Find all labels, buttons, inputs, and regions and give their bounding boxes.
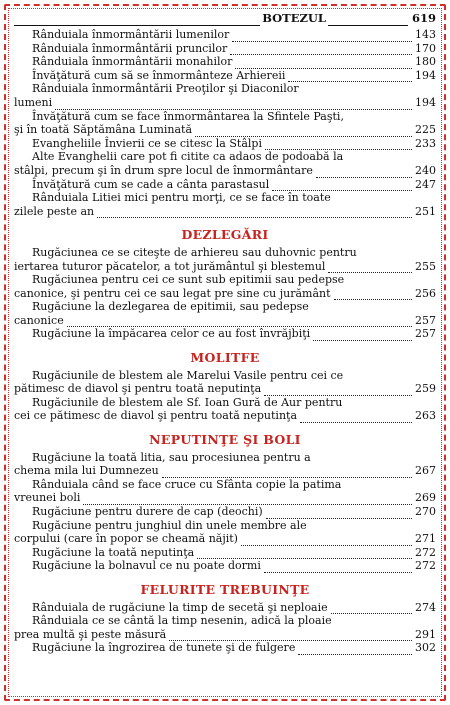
toc-entry <box>14 628 436 642</box>
dot-leader <box>313 331 412 341</box>
toc-entry-text: Rânduiala înmormântării monahilor <box>32 55 233 69</box>
toc-entry <box>14 505 436 519</box>
toc-entry-text: Rânduiala înmormântării lumenilor <box>32 28 230 41</box>
dot-leader <box>265 140 412 150</box>
dot-leader <box>300 413 412 423</box>
toc-page-number: 270 <box>415 505 436 518</box>
toc-entry <box>14 491 436 505</box>
dot-leader <box>55 100 412 110</box>
toc-entry-text: corpului (care în popor se cheamă năjit) <box>14 532 238 546</box>
toc-entry <box>14 546 436 560</box>
toc-entry <box>14 42 436 56</box>
toc-entry <box>14 96 436 110</box>
toc-entry-text: Rugăciune pentru durere de cap (deochi) <box>32 505 263 518</box>
toc-entry-text: şi în toată Săptămâna Luminată <box>14 123 193 137</box>
toc-page-number: 269 <box>415 491 436 505</box>
dot-leader <box>331 604 412 614</box>
toc-page-number: 255 <box>415 259 436 273</box>
dot-leader <box>334 290 412 300</box>
toc-entry <box>14 164 436 178</box>
toc-page-number: 225 <box>415 123 436 137</box>
toc-sections <box>14 28 436 655</box>
toc-entry-text: iertarea tuturor păcatelor, a tot jurământul şi blestemul <box>14 259 326 273</box>
toc-entry-text: Evangheliile Învierii ce se citesc la Stâlpi <box>32 136 262 150</box>
dot-leader <box>288 72 412 82</box>
toc-page-number: 180 <box>415 55 436 69</box>
dot-leader <box>264 386 412 396</box>
toc-entry-line: Alte Evanghelii care pot fi citite ca adaos de podoabă la <box>32 150 344 164</box>
toc-entry-text: Învăţătură cum să se înmormânteze Arhiereii <box>32 68 286 82</box>
dot-leader <box>235 59 412 69</box>
toc-entry-text: Rugăciune la împăcarea celor ce au fost învrăjbiţi <box>32 327 311 341</box>
toc-entry-text: canonice <box>14 313 64 327</box>
toc-page-number: 257 <box>415 313 436 327</box>
toc-entry-line: Rugăciune la dezlegarea de epitimii, sau pedepse <box>32 300 309 314</box>
toc-entry <box>14 314 436 328</box>
toc-entry-text: canonice, şi pentru cei ce sau legat pre sine cu jurământ <box>14 286 331 300</box>
toc-entry-line: Rugăciune la toată litia, sau procesiunea pentru a <box>32 450 311 464</box>
section-title: MOLITFE <box>190 350 260 366</box>
toc-entry <box>14 409 436 423</box>
toc-entry-line: Rânduiala când se face cruce cu Sfânta copie la patima <box>32 477 342 491</box>
toc-entry <box>14 601 436 615</box>
toc-entry <box>14 532 436 546</box>
toc-entry-text: prea multă şi peste măsură <box>14 627 167 641</box>
dot-leader <box>197 549 412 559</box>
toc-entry-text: zilele peste an <box>14 204 95 218</box>
toc-entry <box>14 260 436 274</box>
toc-page-number: 240 <box>415 163 436 177</box>
header-rule-left <box>14 15 260 26</box>
dot-leader <box>298 645 412 655</box>
toc-entry-text: stâlpi, precum şi în drum spre locul de înmormântare <box>14 163 313 177</box>
toc-entry-line: Rugăciunea ce se citeşte de arhiereu sau duhovnic pentru <box>32 245 357 259</box>
dot-leader <box>272 181 412 191</box>
header-page-number: 619 <box>411 11 436 26</box>
header-rule-right <box>328 15 408 26</box>
toc-entry-text: Rugăciune la toată neputinţa <box>32 545 195 559</box>
dot-leader <box>83 495 412 505</box>
toc-page-number: 302 <box>415 641 436 655</box>
header-title: BOTEZUL <box>262 11 326 26</box>
dot-leader <box>97 208 412 218</box>
toc-entry <box>14 382 436 396</box>
dot-leader <box>232 32 412 42</box>
toc-entry-text: Rânduiala înmormântării pruncilor <box>32 41 228 55</box>
toc-entry <box>14 69 436 83</box>
toc-entry-text: Rugăciune la îngrozirea de tunete şi de fulgere <box>32 641 296 655</box>
toc-entry-text: vreunei boli <box>14 491 81 505</box>
toc-entry-line: Rânduiala Litiei mici pentru morţi, ce se face în toate <box>32 191 331 205</box>
toc-entry-text: Rânduiala de rugăciune la timp de secetă şi neploaie <box>32 600 328 614</box>
toc-page-number: 170 <box>415 41 436 55</box>
toc-entry <box>14 287 436 301</box>
dot-leader <box>169 631 412 641</box>
toc-entry-line: Rugăciunea pentru cei ce sunt sub epitimii sau pedepse <box>32 273 345 287</box>
toc-entry <box>14 464 436 478</box>
toc-page-number: 257 <box>415 327 436 341</box>
toc-entry-text: lumeni <box>14 95 53 109</box>
toc-entry <box>14 327 436 341</box>
toc-page-number: 259 <box>415 382 436 396</box>
toc-entry-text: Învăţătură cum se cade a cânta parastasul <box>32 177 270 191</box>
toc-page-number: 272 <box>415 559 436 573</box>
toc-page-number: 247 <box>415 177 436 191</box>
dot-leader <box>264 563 412 573</box>
toc-entry <box>14 559 436 573</box>
toc-entry-text: Rugăciune la bolnavul ce nu poate dormi <box>32 559 261 573</box>
toc-page-number: 291 <box>415 627 436 641</box>
dot-leader <box>162 468 412 478</box>
running-header <box>14 12 436 26</box>
dot-leader <box>241 536 412 546</box>
dot-leader <box>266 509 412 519</box>
toc-entry-line: Rugăciunile de blestem ale Marelui Vasile pentru cei ce <box>32 368 344 382</box>
dot-leader <box>328 263 412 273</box>
toc-page-number: 233 <box>415 136 436 150</box>
toc-page-number: 267 <box>415 464 436 478</box>
dot-leader <box>67 317 412 327</box>
dot-leader <box>230 45 412 55</box>
toc-entry-line: Rugăciunile de blestem ale Sf. Ioan Gură de Aur pentru <box>32 395 343 409</box>
table-of-contents <box>14 12 436 655</box>
toc-page-number: 194 <box>415 68 436 82</box>
toc-page-number: 251 <box>415 204 436 218</box>
toc-entry <box>14 123 436 137</box>
section-title: DEZLEGĂRI <box>181 227 269 243</box>
toc-page-number: 271 <box>415 532 436 546</box>
toc-page-number: 274 <box>415 600 436 614</box>
section-title: NEPUTINŢE ŞI BOLI <box>149 432 301 448</box>
toc-page-number: 143 <box>415 28 436 41</box>
toc-entry-line: Rânduiala înmormântării Preoţilor şi Diaconilor <box>32 82 299 96</box>
toc-entry <box>14 205 436 219</box>
toc-entry <box>14 55 436 69</box>
section-title: FELURITE TREBUINŢE <box>140 581 310 597</box>
toc-entry-text: chema mila lui Dumnezeu <box>14 464 159 478</box>
toc-entry <box>14 178 436 192</box>
toc-entry-text: pătimesc de diavol şi pentru toată neputinţa <box>14 382 262 396</box>
toc-entry <box>14 641 436 655</box>
toc-entry-line: Învăţătură cum se face înmormântarea la Sfintele Paşti, <box>32 109 344 123</box>
dot-leader <box>316 168 412 178</box>
toc-entry-line: Rugăciune pentru junghiul din unele membre ale <box>32 518 307 532</box>
toc-entry <box>14 137 436 151</box>
toc-entry-text: cei ce pătimesc de diavol şi pentru toată neputinţa <box>14 409 298 423</box>
toc-page-number: 194 <box>415 95 436 109</box>
toc-page-number: 263 <box>415 409 436 423</box>
toc-page-number: 256 <box>415 286 436 300</box>
dot-leader <box>195 127 412 137</box>
toc-page-number: 272 <box>415 545 436 559</box>
toc-entry <box>14 28 436 42</box>
toc-entry-line: Rânduiala ce se cântă la timp nesenin, adică la ploaie <box>32 614 332 628</box>
